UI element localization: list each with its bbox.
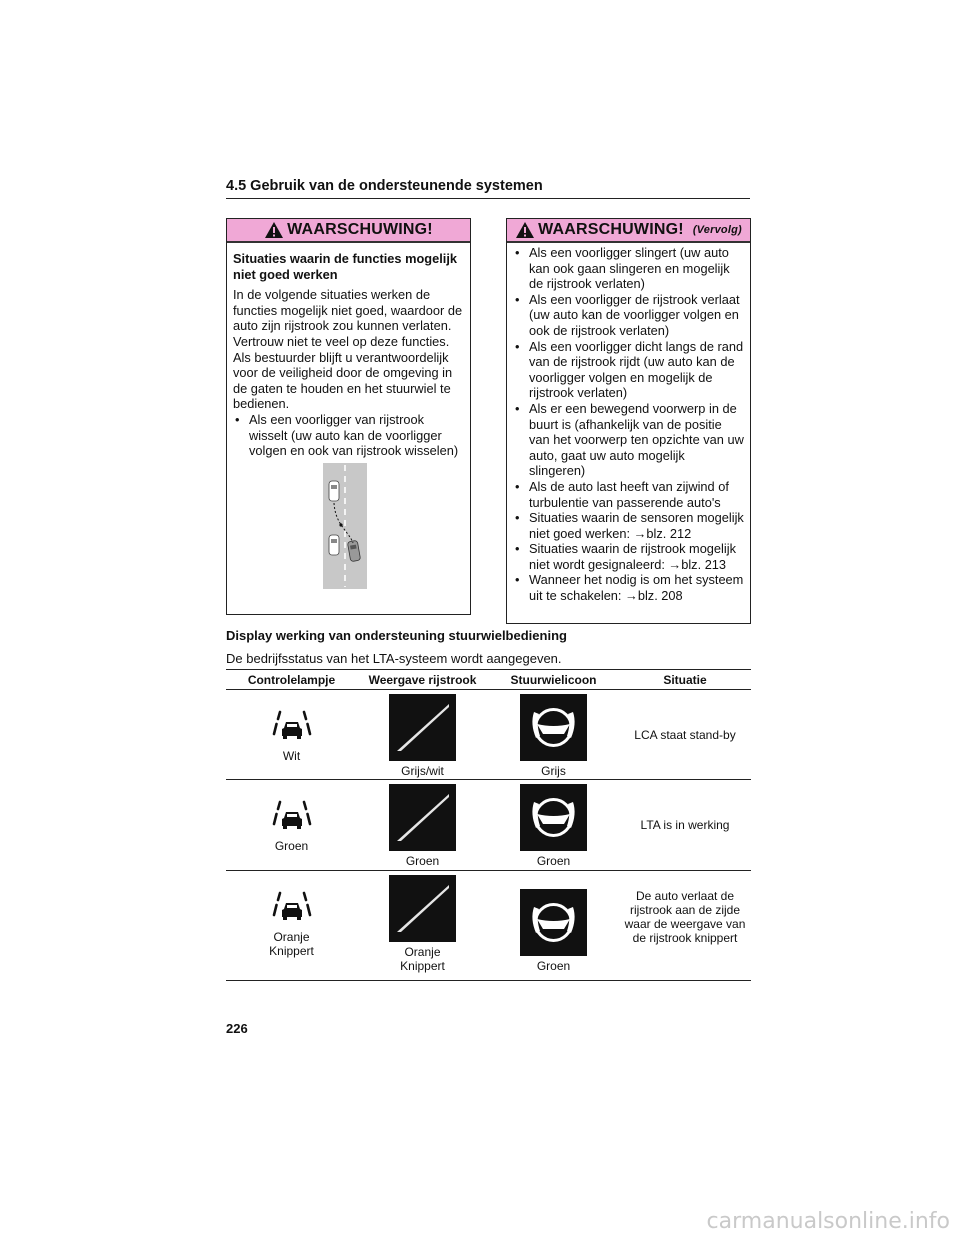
watermark: carmanualsonline.info xyxy=(706,1209,950,1234)
page-number: 226 xyxy=(226,1021,248,1036)
display-section-title: Display werking van ondersteuning stuurwielbediening xyxy=(226,628,567,643)
list-item: • Situaties waarin de rijstrook mogelijk niet wordt gesignaleerd: →blz. 213 xyxy=(515,541,736,572)
steering-wheel-icon xyxy=(520,694,587,761)
list-item: • Als een voorligger dicht langs de rand van de rijstrook rijdt (uw auto kan de voorligger volgen en mogelijk de rijstrook verlaten) xyxy=(515,338,744,401)
warning-right-bullets xyxy=(513,245,744,604)
warning-left-bullets xyxy=(233,412,464,459)
lane-display-image xyxy=(389,694,456,761)
lane-trace-indicator-icon xyxy=(272,891,312,927)
list-item: • Als de auto last heeft van zijwind of turbulentie van passerende auto's xyxy=(515,478,729,510)
lane-caption: Grijs/wit xyxy=(401,764,444,778)
table-row xyxy=(226,871,751,981)
lamp-caption: Wit xyxy=(282,749,301,763)
lamp-caption: Oranje Knippert xyxy=(269,930,314,958)
list-item: • Als een voorligger de rijstrook verlaat (uw auto kan de voorligger volgen en ook de rijstrook verlaten) xyxy=(515,291,740,338)
situation-text: LCA staat stand-by xyxy=(634,728,736,742)
lane-trace-indicator-icon xyxy=(272,710,312,746)
table-row xyxy=(226,780,751,871)
section-header: 4.5 Gebruik van de ondersteunende systemen xyxy=(226,178,750,199)
steering-wheel-icon xyxy=(520,889,587,956)
situation-text: De auto verlaat de rijstrook aan de zijde waar de weergave van de rijstrook knippert xyxy=(624,889,746,945)
column-header: Stuurwielicoon xyxy=(488,670,619,690)
warning-text: In de volgende situaties werken de functies mogelijk niet goed, waardoor de auto zijn rijstrook zou kunnen verlaten. Vertrouw niet te veel op deze functies. Als bestuurder blijft u verantwoordelijk voor de veiligheid door de omgeving in de gaten te houden en het stuurwiel te bedienen. xyxy=(233,287,463,412)
warning-box-right xyxy=(506,218,751,624)
warning-triangle-icon xyxy=(264,221,284,239)
continued-label: (Vervolg) xyxy=(692,224,742,236)
list-item: • Als een voorligger slingert (uw auto kan ook gaan slingeren en mogelijk de rijstrook verlaten) xyxy=(515,245,730,292)
lta-status-table xyxy=(226,669,751,981)
wheel-caption: Groen xyxy=(536,959,571,973)
wheel-caption: Grijs xyxy=(541,764,566,778)
wheel-caption: Groen xyxy=(536,854,571,868)
list-item: • Als er een bewegend voorwerp in de buurt is (afhankelijk van de positie van het voorwerp ten opzichte van uw auto, gaat uw auto mogelijk slingeren) xyxy=(515,400,744,479)
lane-caption: Groen xyxy=(405,854,440,868)
steering-wheel-icon xyxy=(520,784,587,851)
warning-box-left xyxy=(226,218,471,615)
warning-heading-left xyxy=(227,219,470,243)
warning-heading-text: WAARSCHUWING! xyxy=(287,221,433,238)
lane-display-image xyxy=(389,875,456,942)
lane-change-illustration xyxy=(323,463,367,589)
list-item: • Als een voorligger van rijstrook wisselt (uw auto kan de voorligger volgen en ook van rijstrook wisselen) xyxy=(235,411,459,459)
lane-display-image xyxy=(389,784,456,851)
warning-heading-right xyxy=(507,219,750,243)
column-header: Situatie xyxy=(619,670,751,690)
display-section-subtitle: De bedrijfsstatus van het LTA-systeem wordt aangegeven. xyxy=(226,651,562,666)
warning-heading-text: WAARSCHUWING! xyxy=(538,221,684,238)
warning-triangle-icon xyxy=(515,221,535,239)
lane-caption: Oranje Knippert xyxy=(400,945,445,973)
table-header-row xyxy=(226,670,751,690)
situation-text: LTA is in werking xyxy=(640,818,730,832)
column-header: Controlelampje xyxy=(226,670,357,690)
list-item: • Situaties waarin de sensoren mogelijk niet goed werken: →blz. 212 xyxy=(515,510,744,541)
table-row xyxy=(226,690,751,780)
column-header: Weergave rijstrook xyxy=(357,670,488,690)
list-item: • Wanneer het nodig is om het systeem uit te schakelen: →blz. 208 xyxy=(515,572,744,604)
lamp-caption: Groen xyxy=(274,839,309,853)
warning-title: Situaties waarin de functies mogelijk niet goed werken xyxy=(233,251,458,282)
lane-trace-indicator-icon xyxy=(272,800,312,836)
